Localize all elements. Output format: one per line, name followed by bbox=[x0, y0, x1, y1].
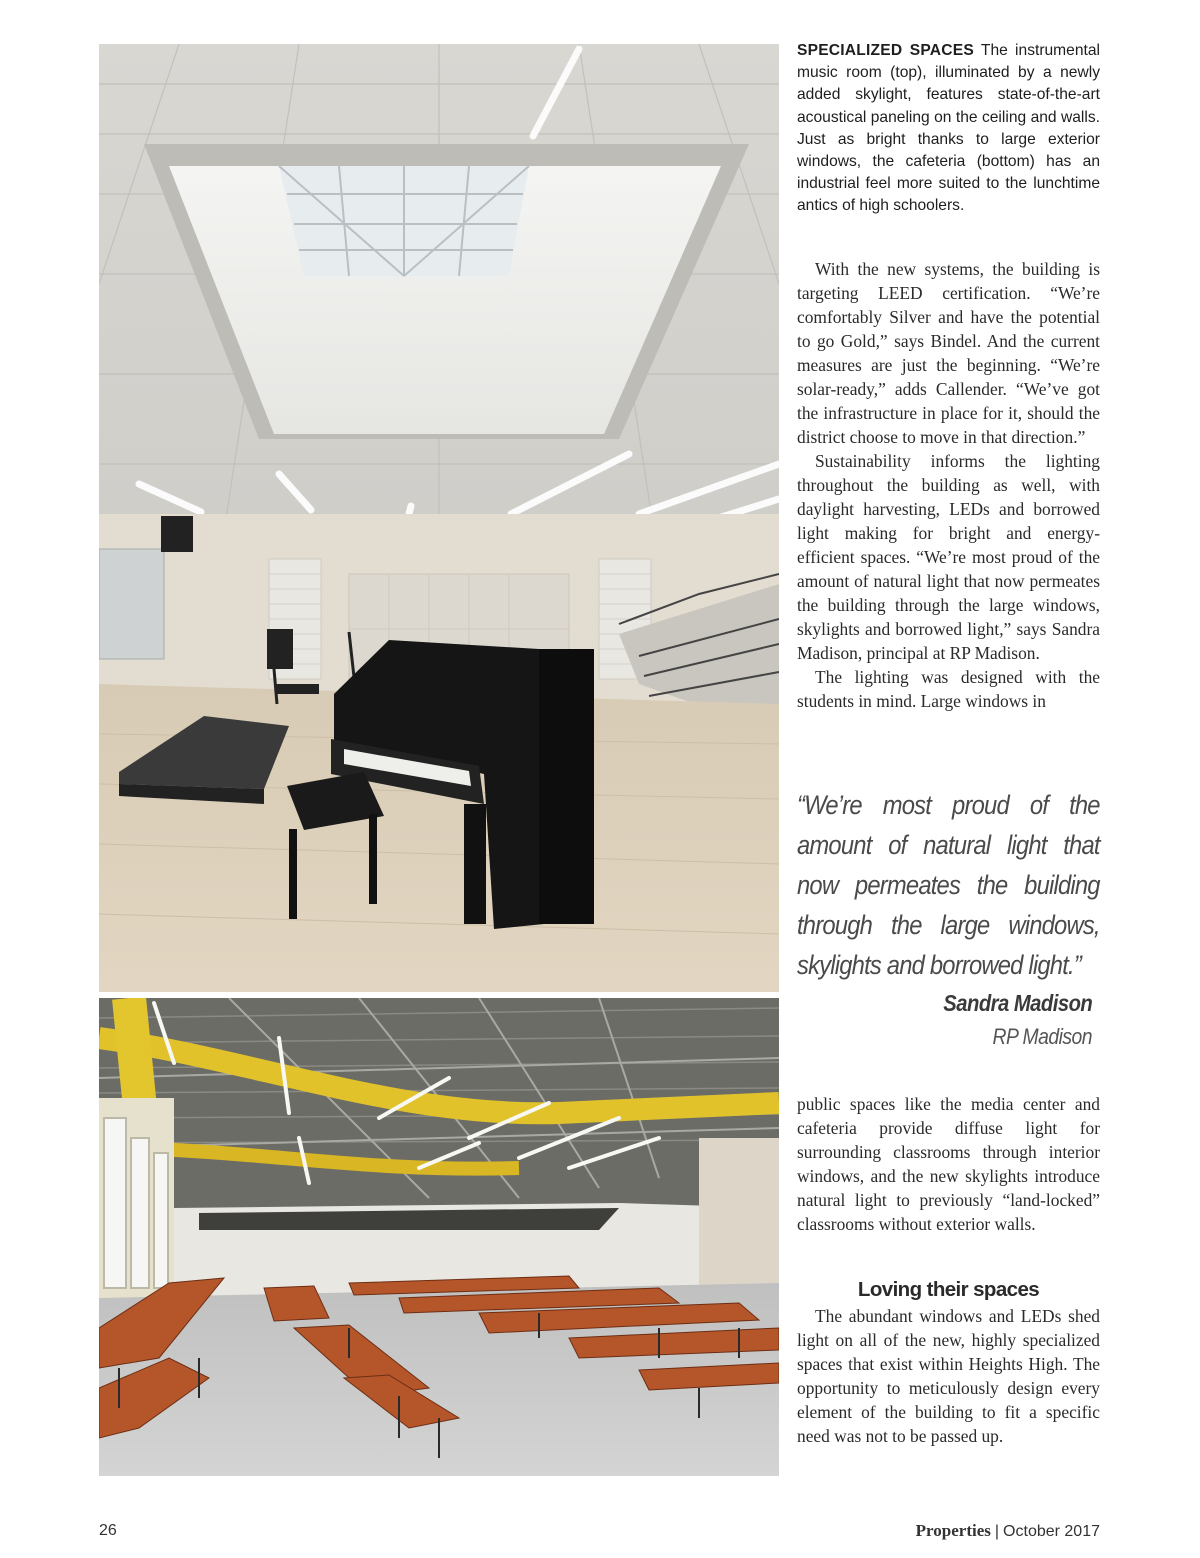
pull-quote-organization: RP Madison bbox=[992, 1024, 1092, 1049]
page-number: 26 bbox=[99, 1522, 117, 1539]
photo-caption bbox=[797, 40, 1100, 218]
cafeteria-photo bbox=[99, 998, 779, 1476]
footer-separator: | bbox=[994, 1523, 1000, 1540]
caption-text: The instrumental music room (top), illuminated by a newly added skylight, features state-of-the-art acoustical paneling on the ceiling and walls. Just as bright thanks to large exterior windows, the cafeteria (bottom) has an industrial feel more suited to the lunchtime antics of high schoolers. bbox=[797, 42, 1100, 215]
body-paragraph: Sustainability informs the lighting throughout the building as well, with daylight harvesting, LEDs and borrowed light making for bright and energy-efficient spaces. “We’re most proud of the amount of natural light that now permeates the building through the large windows, skylights and borrowed light,” says Sandra Madison, principal at RP Madison. bbox=[797, 451, 1100, 663]
caption-heading: SPECIALIZED SPACES bbox=[797, 42, 974, 59]
issue-date: October 2017 bbox=[1003, 1523, 1100, 1540]
article-body-top bbox=[797, 257, 1100, 713]
music-room-photo bbox=[99, 44, 779, 992]
footer-masthead bbox=[916, 1521, 1100, 1541]
article-body-bottom bbox=[797, 1304, 1100, 1448]
body-paragraph: public spaces like the media center and cafeteria provide diffuse light for surrounding classrooms through interior windows, and the new skylights introduce natural light to previously “land-locked” classrooms without exterior walls. bbox=[797, 1094, 1100, 1234]
body-paragraph: The lighting was designed with the students in mind. Large windows in bbox=[797, 667, 1100, 711]
article-body-middle bbox=[797, 1092, 1100, 1236]
body-paragraph: The abundant windows and LEDs shed light on all of the new, highly specialized spaces that exist within Heights High. The opportunity to meticulously design every element of the building to fit a specific need was not to be passed up. bbox=[797, 1306, 1100, 1446]
section-subhead: Loving their spaces bbox=[857, 1278, 1040, 1301]
pull-quote: “We’re most proud of the amount of natural light that now permeates the building through the large windows, skylights and borrowed light.” bbox=[797, 790, 1100, 980]
magazine-name: Properties bbox=[915, 1521, 991, 1540]
body-paragraph: With the new systems, the building is targeting LEED certification. “We’re comfortably Silver and have the potential to go Gold,” says Bindel. And the current measures are just the beginning. “We’re solar-ready,” adds Callender. “We’ve got the infrastructure in place for it, should the district choose to move in that direction.” bbox=[797, 259, 1100, 447]
pull-quote-name: Sandra Madison bbox=[943, 990, 1092, 1016]
